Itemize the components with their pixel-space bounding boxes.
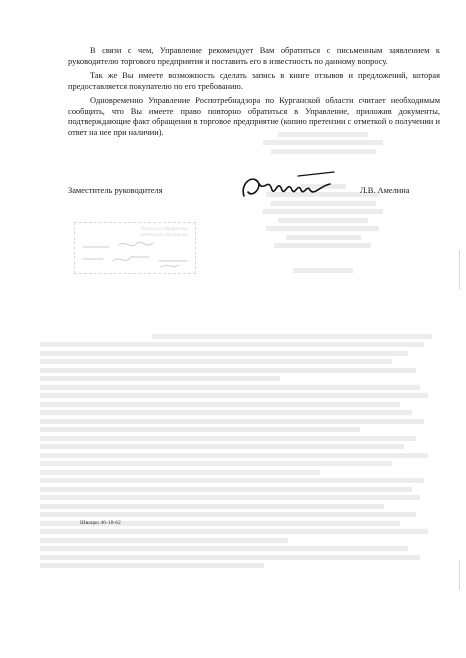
executor-phone: Швацко 46-18-62 [80, 520, 121, 526]
signatory-name: Л.В. Амелина [360, 186, 410, 195]
paragraph-recommendation: В связи с чем, Управление рекомендует Вам обратиться с письменным заявлением к руководителю торгового предприятия и поставить его в известность по данному вопросу. [68, 46, 440, 66]
paragraph-review-book: Так же Вы имеете возможность сделать запись в книге отзывов и предложений, которая предоставляется покупателю по его требованию. [68, 71, 440, 91]
signature-block [68, 186, 440, 226]
handwritten-signature [238, 166, 338, 210]
bleed-through-text [40, 330, 440, 600]
stamp-title: Печать на обращении отметка об обращении [139, 227, 189, 238]
registration-stamp [74, 222, 196, 274]
paragraph-repeat-appeal: Одновременно Управление Роспотребнадзора по Курганской области считает необходимым сообщить, что Вы имеете право повторно обратиться в Управление, приложив документы, подтверждающие факт обращения в торговое предприятие (копию претензии с отметкой о получении и ответ на нее при наличии). [68, 96, 440, 137]
scan-edge [459, 560, 460, 590]
stamp-handwriting [79, 237, 191, 271]
scan-edge [459, 250, 460, 290]
signatory-title: Заместитель руководителя [68, 186, 163, 195]
